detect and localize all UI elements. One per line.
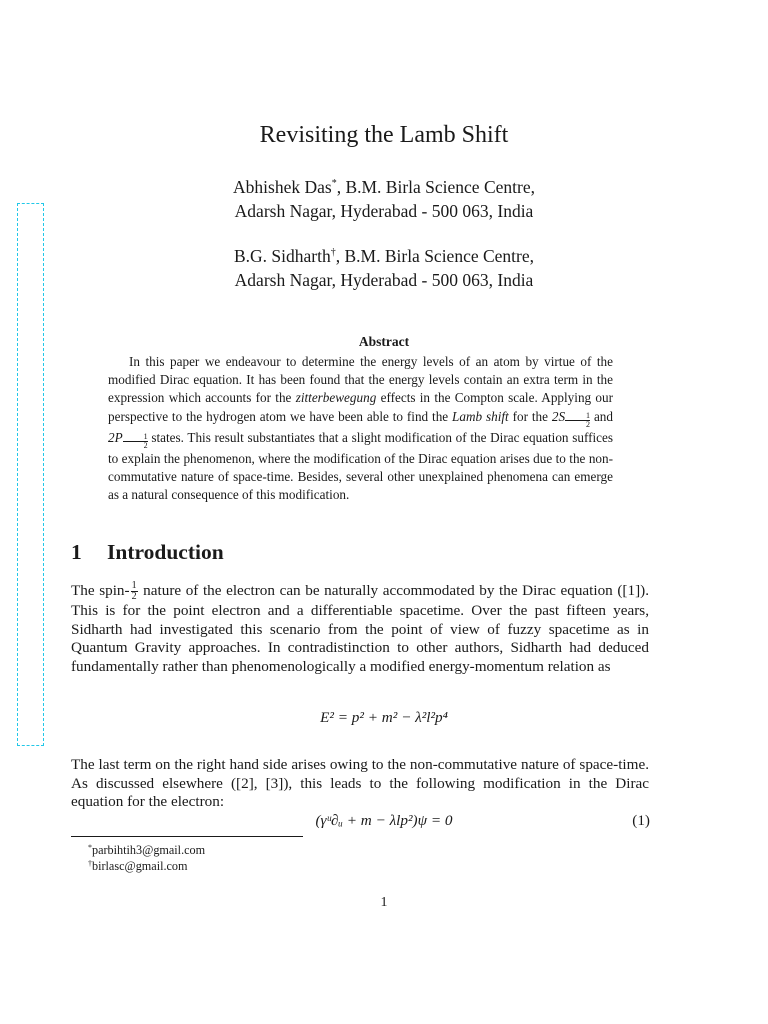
footnote-1: [88, 842, 205, 858]
abstract-text: for the: [508, 408, 552, 424]
footnote-mark: †: [88, 859, 92, 868]
footnote-rule: [71, 836, 303, 837]
state-symbol: 2S: [551, 408, 566, 424]
section-title: Introduction: [107, 540, 224, 564]
equation-number: (1): [632, 812, 650, 829]
abstract-text: In this paper we endeavour to determine the energy levels of an atom by virtue of the modified Dirac equation. It has been found that the energy levels contain an extra term in the expression which accounts for the: [108, 354, 613, 406]
author-block-1: [0, 175, 768, 223]
section-heading: [71, 540, 224, 565]
author-name: B.G. Sidharth: [233, 246, 331, 266]
page-number: 1: [380, 895, 388, 910]
equation-energy-momentum: E² = p² + m² − λ²l²p⁴: [320, 709, 448, 726]
state-subscript-fraction: $\frac{1}{2}$: [123, 433, 148, 450]
abstract-term: zitterbewegung: [295, 390, 377, 406]
body-paragraph-2: [71, 756, 649, 812]
author-footnote-mark: †: [330, 247, 336, 258]
footnote-email: birlasc@gmail.com: [92, 859, 188, 873]
author-line: [0, 244, 768, 268]
author-block-2: [0, 244, 768, 292]
author-footnote-mark: *: [331, 178, 337, 189]
body-paragraph-1: [71, 581, 649, 676]
body-text: nature of the electron can be naturally accommodated by the Dirac equation ([1]). This is for the point electron and a differentiable spacetime. Over the past fifteen years, Sidharth had investigated this scenario from the point of view of fuzzy spacetime as in Quantum Gravity approaches. In contradistinction to other authors, Sidharth had deduced fundamentally rather than phenomenologically a modified energy-momentum relation as: [71, 581, 649, 675]
abstract-body: [108, 353, 613, 504]
body-text: The spin-: [71, 581, 130, 599]
abstract-heading: Abstract: [358, 334, 410, 349]
paper-title: Revisiting the Lamb Shift: [259, 122, 509, 148]
state-subscript-fraction: $\frac{1}{2}$: [565, 412, 590, 429]
abstract-paragraph: [108, 353, 613, 504]
footnote-2: [88, 858, 188, 874]
fraction: $\frac{1}{2}$: [131, 580, 137, 602]
body-text: The last term on the right hand side arises owing to the non-commutative nature of space-time. As discussed elsewhere ([2], [3]), this leads to the following modification in the Dirac equation for the electron:: [71, 756, 649, 811]
abstract-text: states. This result substantiates that a slight modification of the Dirac equation suffices to explain the phenomenon, where the modification of the Dirac equation arises due to the non-commutative nature of space-time. Besides, several other unexplained phenomena can emerge as a natural consequence of this modification.: [108, 429, 613, 503]
footnote-mark: *: [88, 843, 92, 852]
author-line: [0, 175, 768, 199]
equation-expression: (γᵘ∂ᵤ + m − λlp²)ψ = 0: [315, 812, 453, 829]
state-symbol: 2P: [108, 429, 123, 445]
author-address: Adarsh Nagar, Hyderabad - 500 063, India: [234, 270, 534, 290]
author-name: Abhishek Das: [233, 177, 332, 197]
abstract-text: effects in the Compton scale. Applying our perspective to the hydrogen atom we have been able to find the: [108, 390, 613, 424]
footnote-email: parbihtih3@gmail.com: [92, 843, 206, 857]
abstract-term: Lamb shift: [452, 408, 509, 424]
section-number: 1: [71, 540, 82, 564]
abstract-text: and: [590, 408, 613, 424]
author-address: Adarsh Nagar, Hyderabad - 500 063, India: [234, 201, 534, 221]
author-affiliation: , B.M. Birla Science Centre,: [335, 246, 535, 266]
author-affiliation: , B.M. Birla Science Centre,: [336, 177, 535, 197]
